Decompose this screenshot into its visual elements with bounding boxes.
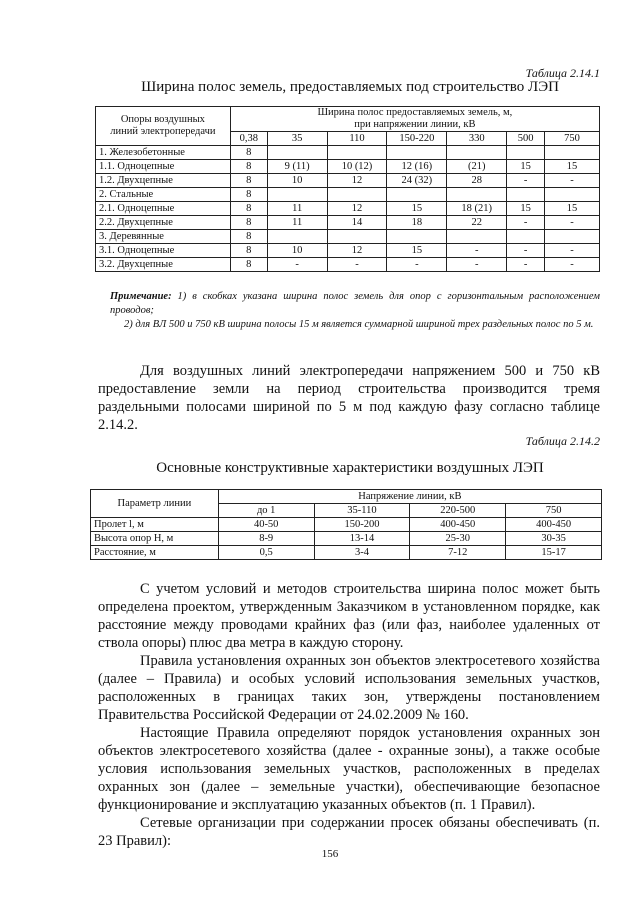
table1-row-label: 2. Стальные xyxy=(96,188,231,202)
table1-row xyxy=(96,160,600,174)
table1-cell: 11 xyxy=(267,202,327,216)
table1 xyxy=(95,106,600,272)
table2-cell: 25-30 xyxy=(410,532,506,546)
table1-row-label: 1.2. Двухцепные xyxy=(96,174,231,188)
paragraph-1 xyxy=(98,362,600,434)
table1-voltage-cell: 110 xyxy=(327,132,387,146)
table1-cell: 22 xyxy=(447,216,507,230)
table1-cell xyxy=(447,188,507,202)
table1-cell xyxy=(507,146,545,160)
table1-voltage-cell: 35 xyxy=(267,132,327,146)
table1-cell: 15 xyxy=(545,160,600,174)
note-label: Примечание: xyxy=(110,291,172,302)
table2-cell: 30-35 xyxy=(506,532,602,546)
table2-row-label: Пролет l, м xyxy=(91,518,219,532)
table1-cell: 10 xyxy=(267,244,327,258)
table1-cell: 10 xyxy=(267,174,327,188)
table2-col-header-param: Параметр линии xyxy=(91,490,219,518)
table1-voltage-cell: 0,38 xyxy=(230,132,267,146)
paragraph-4-text: Настоящие Правила определяют порядок установления охранных зон объектов электросетевого хозяйства (далее - охранные зоны), а также особые условия использования земельных участков, расположенных в пределах охранных зон (далее – земельные участки), обеспечивающие безопасное функционирование и эксплуатацию указанных объектов (п. 1 Правил). xyxy=(98,725,600,813)
table1-cell: (21) xyxy=(447,160,507,174)
table1-title: Ширина полос земель, предоставляемых под строительство ЛЭП xyxy=(141,79,559,95)
table1-cell xyxy=(545,146,600,160)
paragraph-5 xyxy=(98,814,600,850)
table1-col-header-width xyxy=(230,107,599,132)
table1-cell: - xyxy=(545,174,600,188)
table1-cell: - xyxy=(507,216,545,230)
table1-cell xyxy=(447,230,507,244)
table1-cell xyxy=(327,230,387,244)
table1-cell: - xyxy=(447,244,507,258)
table2-row xyxy=(91,546,602,560)
table1-row-label: 3.1. Одноцепные xyxy=(96,244,231,258)
table1-cell: 15 xyxy=(387,202,447,216)
table1-row xyxy=(96,146,600,160)
table1-cell: 9 (11) xyxy=(267,160,327,174)
table1-cell xyxy=(507,230,545,244)
table1-cell xyxy=(267,188,327,202)
table1-header-line: при напряжении линии, кВ xyxy=(354,119,476,130)
table1-header-line: линий электропередачи xyxy=(110,126,216,137)
table1-cell: 8 xyxy=(230,188,267,202)
table1-row xyxy=(96,244,600,258)
table2-cell: 400-450 xyxy=(506,518,602,532)
table1-cell xyxy=(387,230,447,244)
table1-cell: - xyxy=(447,258,507,272)
table1-header-line: Опоры воздушных xyxy=(120,114,205,125)
table1-cell xyxy=(327,188,387,202)
table1-cell: 8 xyxy=(230,230,267,244)
paragraph-2-text: С учетом условий и методов строительства ширина полос может быть определена проектом, утвержденным Заказчиком в установленном порядке, как расстояние между проводами крайних фаз (или фаз, наиболее удаленных от ствола опоры) плюс два метра в каждую сторону. xyxy=(98,581,600,651)
table2-voltage-cell: до 1 xyxy=(218,504,314,518)
table1-cell: - xyxy=(507,174,545,188)
table1-cell: 8 xyxy=(230,202,267,216)
table1-cell: 11 xyxy=(267,216,327,230)
table2-voltage-cell: 220-500 xyxy=(410,504,506,518)
table1-voltage-cell: 750 xyxy=(545,132,600,146)
table2-cell: 150-200 xyxy=(314,518,410,532)
table1-cell xyxy=(387,188,447,202)
table2 xyxy=(90,489,602,560)
table2-caption: Таблица 2.14.2 xyxy=(525,434,600,448)
table1-cell xyxy=(267,146,327,160)
table1-voltage-cell: 330 xyxy=(447,132,507,146)
table2-cell: 7-12 xyxy=(410,546,506,560)
table1-cell: 8 xyxy=(230,160,267,174)
page-number: 156 xyxy=(321,848,339,860)
table1-cell: 15 xyxy=(507,160,545,174)
table2-col-header-voltage: Напряжение линии, кВ xyxy=(218,490,601,504)
table1-cell: 8 xyxy=(230,146,267,160)
table1-cell xyxy=(387,146,447,160)
table2-header-row xyxy=(91,490,602,504)
table1-cell xyxy=(447,146,507,160)
table1-cell: 12 xyxy=(327,174,387,188)
table2-row-label: Высота опор Н, м xyxy=(91,532,219,546)
table1-cell: 12 xyxy=(327,244,387,258)
table1-cell xyxy=(327,146,387,160)
table2-cell: 400-450 xyxy=(410,518,506,532)
table2-cell: 40-50 xyxy=(218,518,314,532)
table1-cell: 10 (12) xyxy=(327,160,387,174)
table1-cell: 8 xyxy=(230,174,267,188)
table2-row xyxy=(91,518,602,532)
table2-cell: 3-4 xyxy=(314,546,410,560)
paragraph-2 xyxy=(98,580,600,652)
table2-row-label: Расстояние, м xyxy=(91,546,219,560)
table1-cell xyxy=(545,188,600,202)
table1-voltage-cell: 150-220 xyxy=(387,132,447,146)
table1-row-label: 2.1. Одноцепные xyxy=(96,202,231,216)
note-line1: 1) в скобках указана ширина полос земель для опор с горизонтальным расположением проводов; xyxy=(110,291,600,316)
table1-row xyxy=(96,258,600,272)
table1-row-label: 1.1. Одноцепные xyxy=(96,160,231,174)
table2-cell: 8-9 xyxy=(218,532,314,546)
table1-cell xyxy=(545,230,600,244)
table1-cell xyxy=(507,188,545,202)
table2-row xyxy=(91,532,602,546)
table1-cell: - xyxy=(545,258,600,272)
table1-cell: 24 (32) xyxy=(387,174,447,188)
table1-cell: 8 xyxy=(230,258,267,272)
table1-cell: 15 xyxy=(545,202,600,216)
table2-cell: 0,5 xyxy=(218,546,314,560)
table1-cell: - xyxy=(267,258,327,272)
paragraph-5-text: Сетевые организации при содержании просек обязаны обеспечивать (п. 23 Правил): xyxy=(98,815,600,849)
table1-row xyxy=(96,202,600,216)
table1-row-label: 1. Железобетонные xyxy=(96,146,231,160)
table2-cell: 15-17 xyxy=(506,546,602,560)
table1-cell: - xyxy=(327,258,387,272)
paragraph-4 xyxy=(98,724,600,814)
table2-voltage-cell: 750 xyxy=(506,504,602,518)
table1-cell: - xyxy=(387,258,447,272)
table1-cell: - xyxy=(545,244,600,258)
table1-row-label: 3. Деревянные xyxy=(96,230,231,244)
table1-cell: 8 xyxy=(230,216,267,230)
table1-row xyxy=(96,188,600,202)
table1-cell: - xyxy=(507,258,545,272)
table1-cell: 18 (21) xyxy=(447,202,507,216)
table1-cell: 15 xyxy=(507,202,545,216)
table1-cell: 8 xyxy=(230,244,267,258)
paragraph-3 xyxy=(98,652,600,724)
table1-voltage-cell: 500 xyxy=(507,132,545,146)
table1-cell: 28 xyxy=(447,174,507,188)
table1-col-header-supports xyxy=(96,107,231,146)
table2-title: Основные конструктивные характеристики воздушных ЛЭП xyxy=(156,460,544,476)
table1-cell: 12 xyxy=(327,202,387,216)
table1-note xyxy=(110,290,600,332)
paragraph-3-text: Правила установления охранных зон объектов электросетевого хозяйства (далее – Правила) и особых условий использования земельных участков, расположенных в границах таких зон, утверждены постановлением Правительства Российской Федерации от 24.02.2009 № 160. xyxy=(98,653,600,723)
table1-cell: 12 (16) xyxy=(387,160,447,174)
table1-row-label: 3.2. Двухцепные xyxy=(96,258,231,272)
table1-header-row xyxy=(96,107,600,132)
paragraph-1-text: Для воздушных линий электропередачи напряжением 500 и 750 кВ предоставление земли на период строительства производится тремя раздельными полосами шириной по 5 м под каждую фазу согласно таблице 2.14.2. xyxy=(98,363,600,433)
table1-cell: - xyxy=(507,244,545,258)
table1-row xyxy=(96,230,600,244)
table1-row xyxy=(96,174,600,188)
table1-cell: 15 xyxy=(387,244,447,258)
table1-cell xyxy=(267,230,327,244)
table1-cell: 18 xyxy=(387,216,447,230)
table1-row xyxy=(96,216,600,230)
table1-caption: Таблица 2.14.1 xyxy=(525,66,600,80)
note-line2: 2) для ВЛ 500 и 750 кВ ширина полосы 15 м является суммарной шириной трех раздельных полос по 5 м. xyxy=(124,319,594,330)
table1-cell: 14 xyxy=(327,216,387,230)
table1-header-line: Ширина полос предоставляемых земель, м, xyxy=(317,107,513,118)
table1-cell: - xyxy=(545,216,600,230)
table2-voltage-cell: 35-110 xyxy=(314,504,410,518)
table1-row-label: 2.2. Двухцепные xyxy=(96,216,231,230)
table2-cell: 13-14 xyxy=(314,532,410,546)
